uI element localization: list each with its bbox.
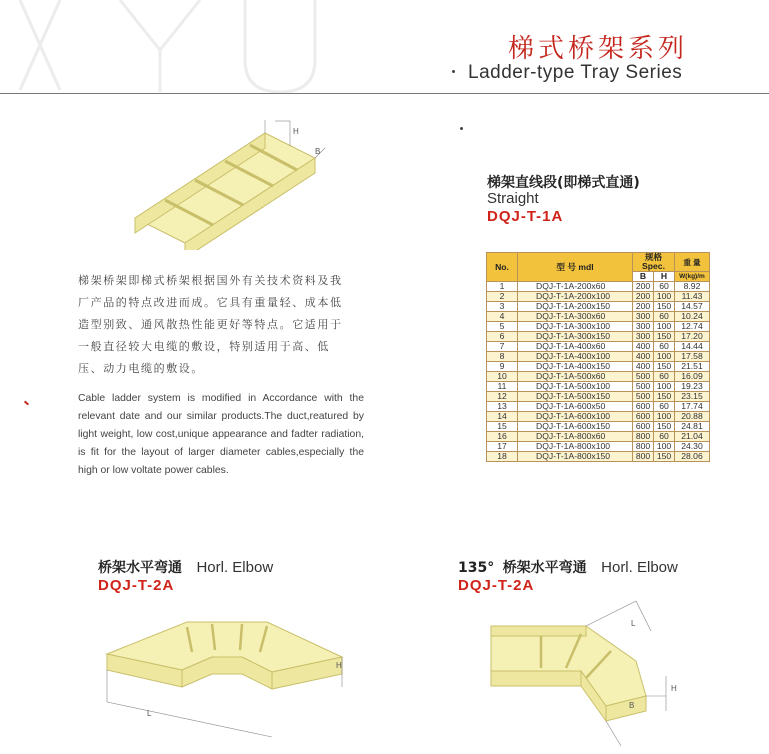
cell-b: 400: [633, 362, 654, 372]
decorative-dot: [460, 127, 463, 130]
cell-no: 4: [487, 312, 518, 322]
cell-b: 300: [633, 322, 654, 332]
description-en: Cable ladder system is modified in Accordance with the relevant date and our similar products.The duct,reatured by light weight, low cost,unique appearance and fadter radiation, is fit for the layout of larger diameter cables,especially the high or low voltate power cables.: [78, 393, 364, 476]
table-row: [487, 332, 710, 342]
cell-b: 300: [633, 332, 654, 342]
cell-h: 150: [654, 452, 675, 462]
cell-h: 150: [654, 362, 675, 372]
cell-h: 60: [654, 372, 675, 382]
table-row: [487, 352, 710, 362]
cell-weight: 21.04: [675, 432, 710, 442]
cell-weight: 16.09: [675, 372, 710, 382]
cell-b: 200: [633, 292, 654, 302]
table-row: [487, 392, 710, 402]
cell-no: 17: [487, 442, 518, 452]
cell-b: 300: [633, 312, 654, 322]
cell-model: DQJ-T-1A-500x60: [518, 372, 633, 382]
elbow-title-cn: 桥架水平弯通: [98, 560, 182, 576]
elbow135-title-cn: 桥架水平弯通: [502, 560, 587, 576]
decorative-mark: [24, 401, 29, 406]
cell-model: DQJ-T-1A-400x150: [518, 362, 633, 372]
cell-model: DQJ-T-1A-800x60: [518, 432, 633, 442]
cell-no: 11: [487, 382, 518, 392]
description-cn-line: 厂产品的特点改进而成。它具有重量轻、成本低: [78, 296, 343, 309]
cell-h: 60: [654, 402, 675, 412]
cell-b: 500: [633, 372, 654, 382]
cell-no: 7: [487, 342, 518, 352]
cell-model: DQJ-T-1A-800x150: [518, 452, 633, 462]
cell-b: 200: [633, 302, 654, 312]
straight-tray-diagram: [125, 118, 345, 250]
cell-no: 5: [487, 322, 518, 332]
cell-no: 1: [487, 282, 518, 292]
col-header-weight: 重 量: [675, 253, 710, 272]
table-row: [487, 412, 710, 422]
table-row: [487, 342, 710, 352]
description-cn-line: 一般直径较大电缆的敷设，特别适用于高、低: [78, 340, 330, 353]
page-title-en: Ladder-type Tray Series: [468, 62, 683, 83]
cell-model: DQJ-T-1A-500x150: [518, 392, 633, 402]
elbow135-angle: 135°: [458, 560, 495, 576]
table-row: [487, 312, 710, 322]
elbow-heading: [98, 557, 273, 577]
col-header-model: 型 号 mdl: [518, 253, 633, 282]
cell-b: 200: [633, 282, 654, 292]
cell-no: 8: [487, 352, 518, 362]
description-cn-line: 梯架桥架即梯式桥架根据国外有关技术资料及我: [78, 274, 343, 287]
col-header-no: No.: [487, 253, 518, 282]
elbow-title-en: Horl. Elbow: [196, 559, 274, 576]
cell-no: 3: [487, 302, 518, 312]
cell-no: 15: [487, 422, 518, 432]
table-row: [487, 432, 710, 442]
straight-title-en: Straight: [487, 190, 539, 207]
straight-title-cn: 梯架直线段(即梯式直通): [487, 175, 640, 191]
cell-model: DQJ-T-1A-400x100: [518, 352, 633, 362]
diagram-label-l: L: [147, 709, 152, 718]
diagram-label-h: H: [671, 684, 677, 693]
cell-h: 150: [654, 392, 675, 402]
cell-weight: 11.43: [675, 292, 710, 302]
cell-weight: 17.58: [675, 352, 710, 362]
cell-b: 800: [633, 442, 654, 452]
table-row: [487, 322, 710, 332]
cell-h: 100: [654, 292, 675, 302]
cell-no: 12: [487, 392, 518, 402]
table-row: [487, 382, 710, 392]
elbow135-heading: [458, 557, 678, 577]
table-row: [487, 442, 710, 452]
cell-weight: 8.92: [675, 282, 710, 292]
description-cn-line: 压、动力电缆的敷设。: [78, 362, 204, 375]
cell-model: DQJ-T-1A-500x100: [518, 382, 633, 392]
cell-weight: 23.15: [675, 392, 710, 402]
cell-weight: 14.44: [675, 342, 710, 352]
cell-h: 100: [654, 352, 675, 362]
cell-no: 10: [487, 372, 518, 382]
diagram-label-h: H: [293, 127, 299, 136]
cell-b: 800: [633, 452, 654, 462]
cell-no: 9: [487, 362, 518, 372]
table-row: [487, 452, 710, 462]
table-row: [487, 292, 710, 302]
cell-h: 100: [654, 382, 675, 392]
straight-code: DQJ-T-1A: [487, 208, 564, 225]
cell-b: 800: [633, 432, 654, 442]
elbow-code: DQJ-T-2A: [98, 577, 175, 594]
cell-b: 600: [633, 402, 654, 412]
cell-h: 60: [654, 432, 675, 442]
table-row: [487, 362, 710, 372]
cell-b: 400: [633, 342, 654, 352]
cell-weight: 24.30: [675, 442, 710, 452]
cell-b: 500: [633, 392, 654, 402]
cell-b: 600: [633, 412, 654, 422]
cell-h: 100: [654, 412, 675, 422]
cell-model: DQJ-T-1A-300x100: [518, 322, 633, 332]
page-title-cn: 梯式桥架系列: [508, 34, 689, 64]
cell-model: DQJ-T-1A-300x150: [518, 332, 633, 342]
cell-weight: 14.57: [675, 302, 710, 312]
description-cn-line: 造型别致、通风散热性能更好等特点。它适用于: [78, 318, 343, 331]
spec-table: [486, 252, 710, 462]
cell-weight: 24.81: [675, 422, 710, 432]
watermark-decoration: [0, 0, 330, 95]
cell-b: 400: [633, 352, 654, 362]
cell-weight: 28.06: [675, 452, 710, 462]
cell-h: 60: [654, 282, 675, 292]
cell-no: 14: [487, 412, 518, 422]
cell-model: DQJ-T-1A-600x100: [518, 412, 633, 422]
cell-model: DQJ-T-1A-200x100: [518, 292, 633, 302]
elbow135-title-en: Horl. Elbow: [601, 559, 678, 576]
cell-no: 18: [487, 452, 518, 462]
cell-no: 16: [487, 432, 518, 442]
diagram-label-b: B: [629, 701, 635, 710]
cell-weight: 17.74: [675, 402, 710, 412]
cell-model: DQJ-T-1A-300x60: [518, 312, 633, 322]
cell-h: 150: [654, 302, 675, 312]
cell-model: DQJ-T-1A-600x150: [518, 422, 633, 432]
cell-h: 150: [654, 332, 675, 342]
cell-no: 2: [487, 292, 518, 302]
cell-weight: 21.51: [675, 362, 710, 372]
col-header-h: H: [654, 272, 675, 282]
cell-model: DQJ-T-1A-200x60: [518, 282, 633, 292]
cell-no: 6: [487, 332, 518, 342]
table-row: [487, 422, 710, 432]
cell-h: 60: [654, 312, 675, 322]
elbow135-code: DQJ-T-2A: [458, 577, 535, 594]
cell-weight: 10.24: [675, 312, 710, 322]
header-divider: [0, 93, 769, 94]
diagram-label-b: B: [315, 147, 321, 156]
cell-model: DQJ-T-1A-600x50: [518, 402, 633, 412]
col-header-weight-unit: W(kg)/m: [675, 272, 710, 282]
cell-model: DQJ-T-1A-800x100: [518, 442, 633, 452]
cell-weight: 19.23: [675, 382, 710, 392]
cell-b: 600: [633, 422, 654, 432]
cell-no: 13: [487, 402, 518, 412]
decorative-dot: [452, 70, 455, 73]
cell-h: 100: [654, 442, 675, 452]
elbow-diagram: [92, 602, 362, 752]
cell-h: 150: [654, 422, 675, 432]
cell-weight: 12.74: [675, 322, 710, 332]
cell-model: DQJ-T-1A-200x150: [518, 302, 633, 312]
cell-weight: 17.20: [675, 332, 710, 342]
col-header-spec: 规格 Spec.: [633, 253, 675, 272]
table-row: [487, 302, 710, 312]
description-cn: [78, 270, 368, 380]
diagram-label-h: H: [336, 661, 342, 670]
cell-model: DQJ-T-1A-400x60: [518, 342, 633, 352]
cell-b: 500: [633, 382, 654, 392]
cell-weight: 20.88: [675, 412, 710, 422]
cell-h: 100: [654, 322, 675, 332]
cell-h: 60: [654, 342, 675, 352]
diagram-label-l: L: [631, 619, 636, 628]
col-header-b: B: [633, 272, 654, 282]
elbow135-diagram: [486, 596, 691, 752]
table-row: [487, 402, 710, 412]
table-row: [487, 282, 710, 292]
table-row: [487, 372, 710, 382]
